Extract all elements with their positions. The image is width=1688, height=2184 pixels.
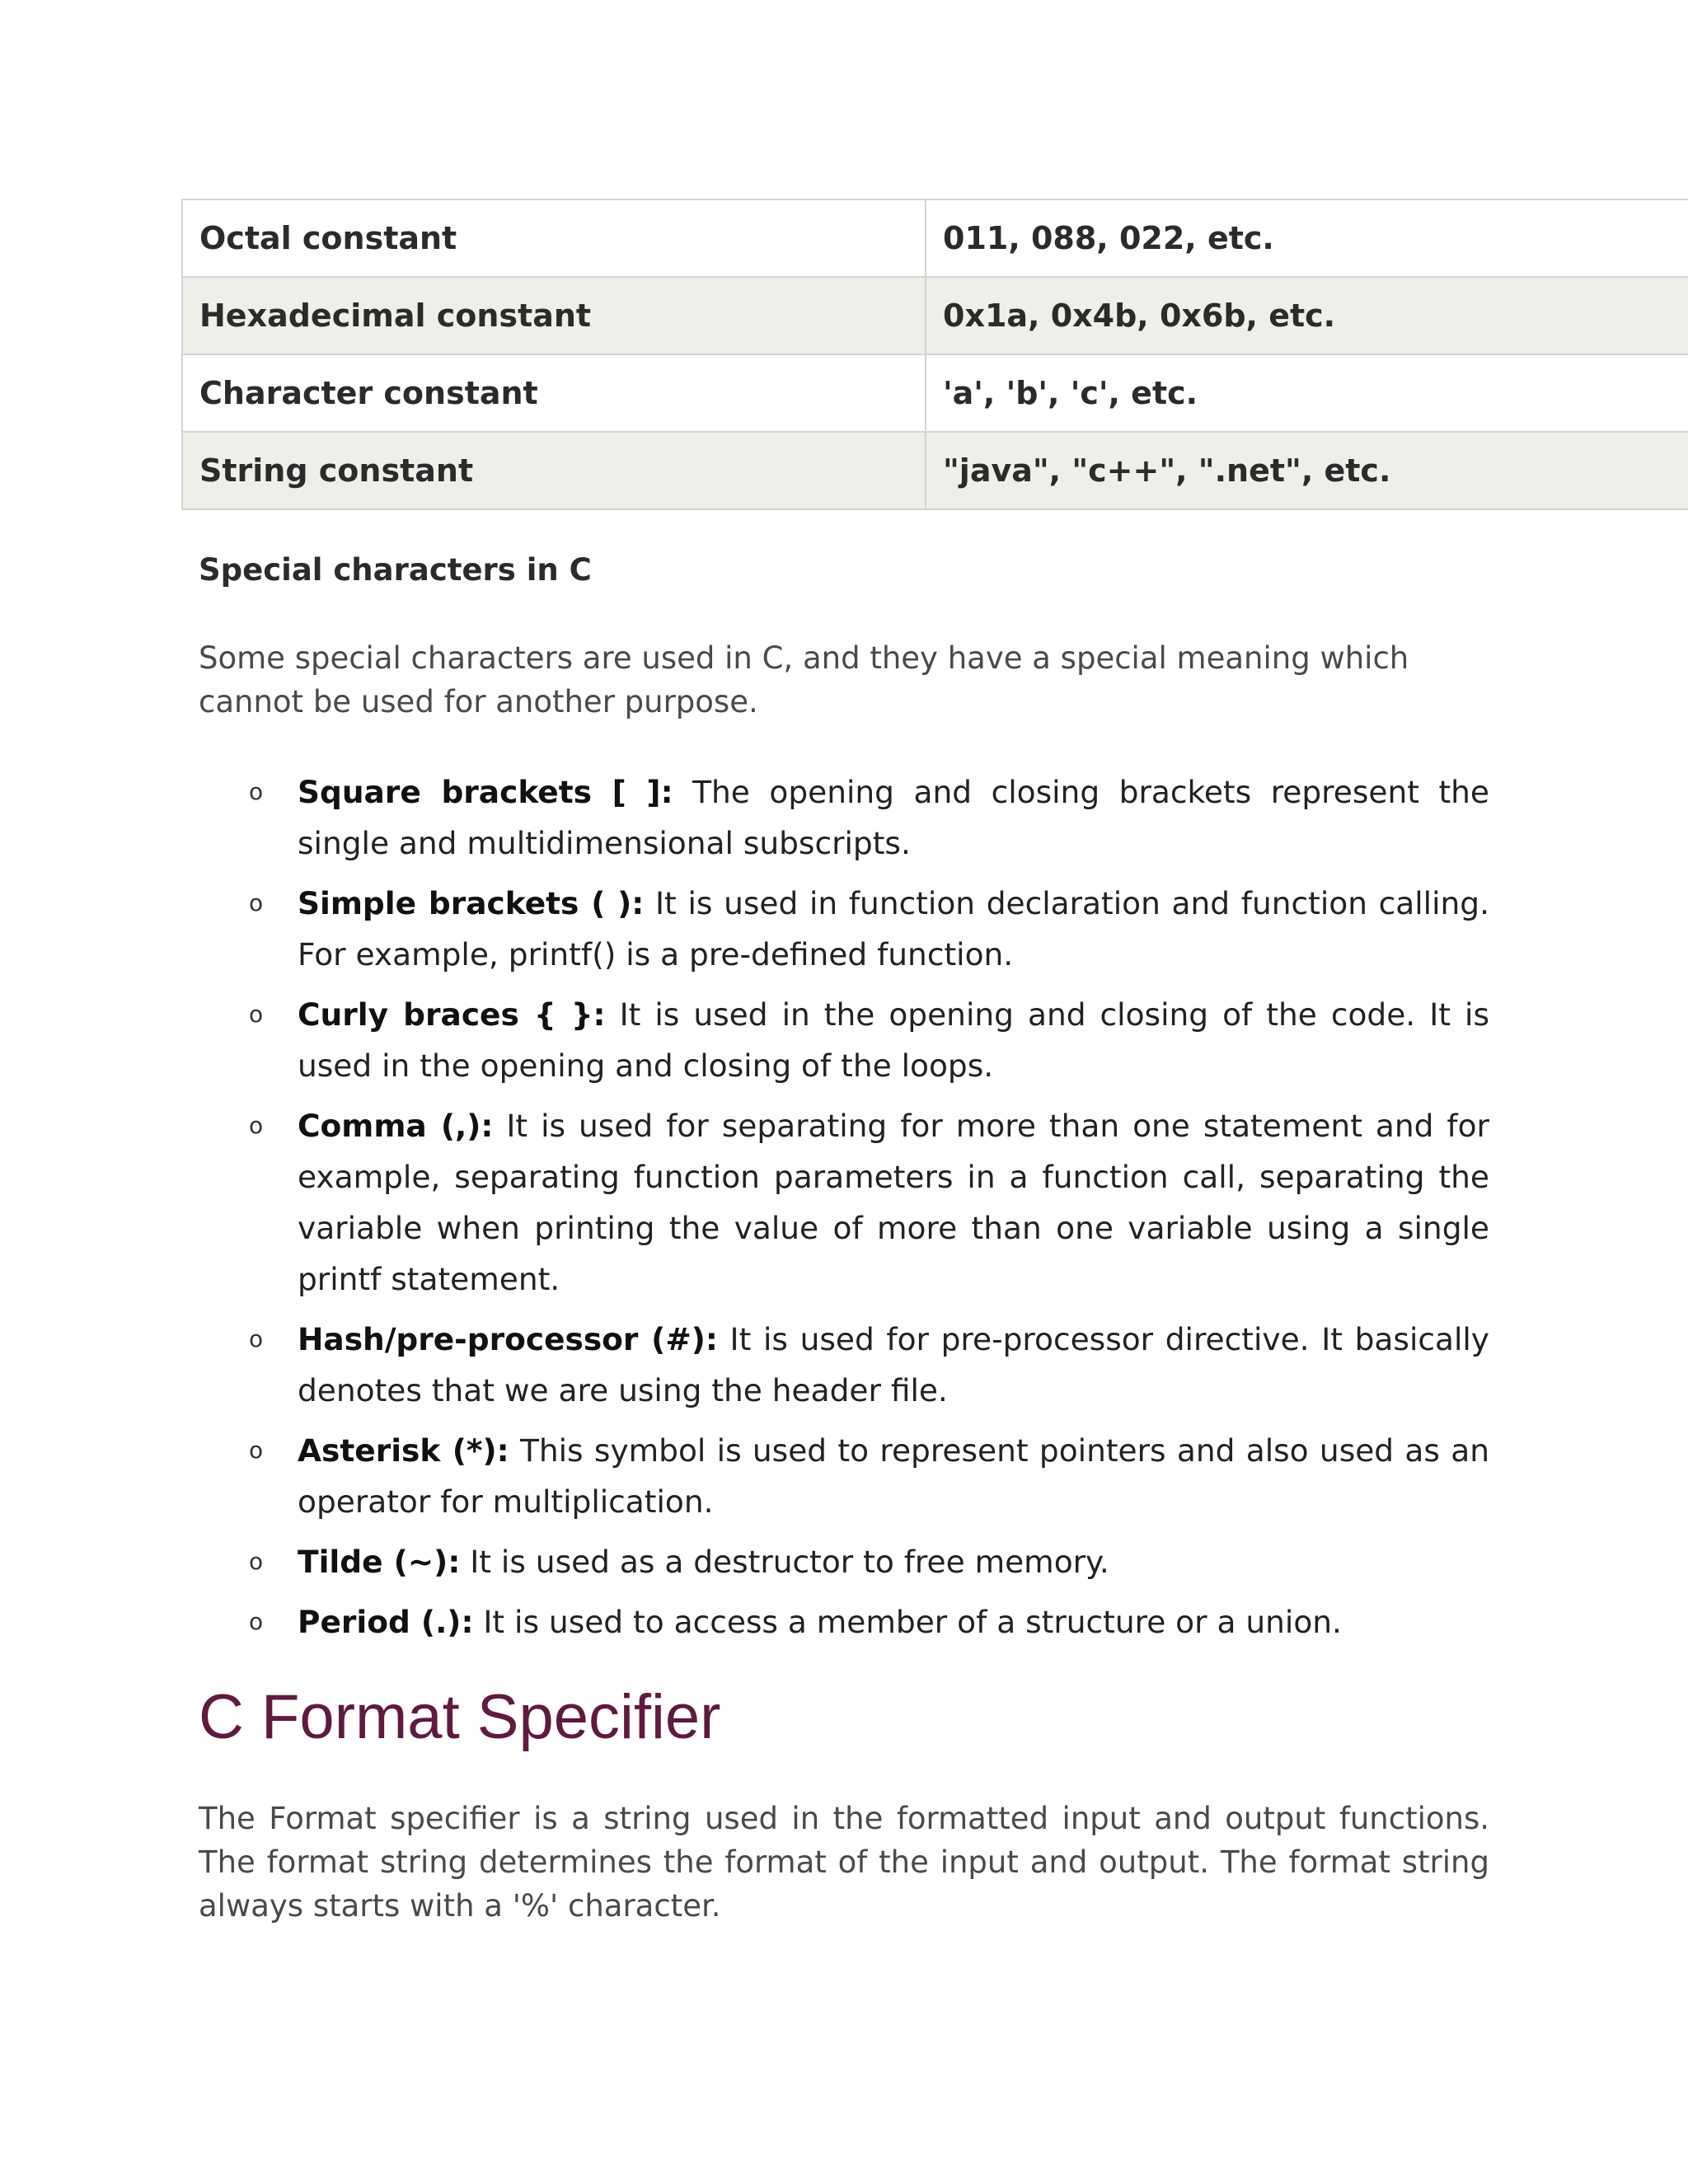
- constant-example-cell: 011, 088, 022, etc.: [926, 199, 1688, 277]
- constant-example-cell: 'a', 'b', 'c', etc.: [926, 354, 1688, 432]
- constant-type-cell: Hexadecimal constant: [182, 277, 926, 354]
- special-characters-list: [0, 766, 1688, 1657]
- item-term: Square brackets [ ]:: [298, 774, 673, 810]
- bullet-marker: o: [249, 778, 264, 805]
- list-item: [0, 1100, 1489, 1305]
- format-specifier-heading: C Format Specifier: [199, 1682, 721, 1752]
- item-term: Comma (,):: [298, 1108, 494, 1144]
- bullet-marker: o: [249, 1001, 264, 1028]
- bullet-marker: o: [249, 1325, 264, 1352]
- table-row: [182, 277, 1688, 354]
- special-characters-intro: Some special characters are used in C, and they have a special meaning which cannot be used for another purpose.: [199, 640, 1409, 719]
- item-description: It is used for separating for more than one statement and for example, separating function parameters in a function call, separating the variable when printing the value of more than one variable using a single printf statement.: [298, 1108, 1489, 1297]
- item-description: This symbol is used to represent pointers and also used as an operator for multiplication.: [298, 1432, 1489, 1520]
- item-description: It is used to access a member of a structure or a union.: [473, 1604, 1342, 1640]
- bullet-marker: o: [249, 889, 264, 916]
- bullet-marker: o: [249, 1548, 264, 1575]
- constant-type-cell: Octal constant: [182, 199, 926, 277]
- table-row: [182, 432, 1688, 509]
- list-item: [0, 766, 1489, 869]
- item-term: Simple brackets ( ):: [298, 885, 645, 921]
- item-description: It is used in the opening and closing of the code. It is used in the opening and closing of the loops.: [298, 996, 1489, 1084]
- item-description: It is used in function declaration and function calling. For example, printf() is a pre-defined function.: [298, 885, 1489, 972]
- item-term: Tilde (~):: [298, 1544, 461, 1580]
- format-specifier-paragraph: The Format specifier is a string used in the formatted input and output functions. The format string determines the format of the input and output. The format string always starts with a '%' character.: [199, 1801, 1489, 1924]
- item-term: Period (.):: [298, 1604, 474, 1640]
- item-description: The opening and closing brackets represent the single and multidimensional subscripts.: [298, 774, 1490, 861]
- constant-type-cell: String constant: [182, 432, 926, 509]
- constants-table: [181, 199, 1688, 510]
- list-item: [0, 989, 1489, 1091]
- item-term: Hash/pre-processor (#):: [298, 1321, 718, 1357]
- list-item: [0, 1536, 1489, 1587]
- special-characters-heading: Special characters in C: [199, 552, 592, 588]
- bullet-marker: o: [249, 1112, 264, 1139]
- bullet-marker: o: [249, 1436, 264, 1464]
- list-item: [0, 878, 1489, 980]
- item-description: It is used for pre-processor directive. It basically denotes that we are using the header file.: [298, 1321, 1489, 1408]
- list-item: [0, 1314, 1489, 1416]
- constant-example-cell: "java", "c++", ".net", etc.: [926, 432, 1688, 509]
- constant-example-cell: 0x1a, 0x4b, 0x6b, etc.: [926, 277, 1688, 354]
- item-term: Curly braces { }:: [298, 996, 606, 1033]
- list-item: [0, 1596, 1489, 1647]
- list-item: [0, 1425, 1489, 1527]
- item-term: Asterisk (*):: [298, 1432, 509, 1469]
- table-row: [182, 199, 1688, 277]
- table-row: [182, 354, 1688, 432]
- constant-type-cell: Character constant: [182, 354, 926, 432]
- item-description: It is used as a destructor to free memory.: [460, 1544, 1109, 1580]
- bullet-marker: o: [249, 1608, 264, 1635]
